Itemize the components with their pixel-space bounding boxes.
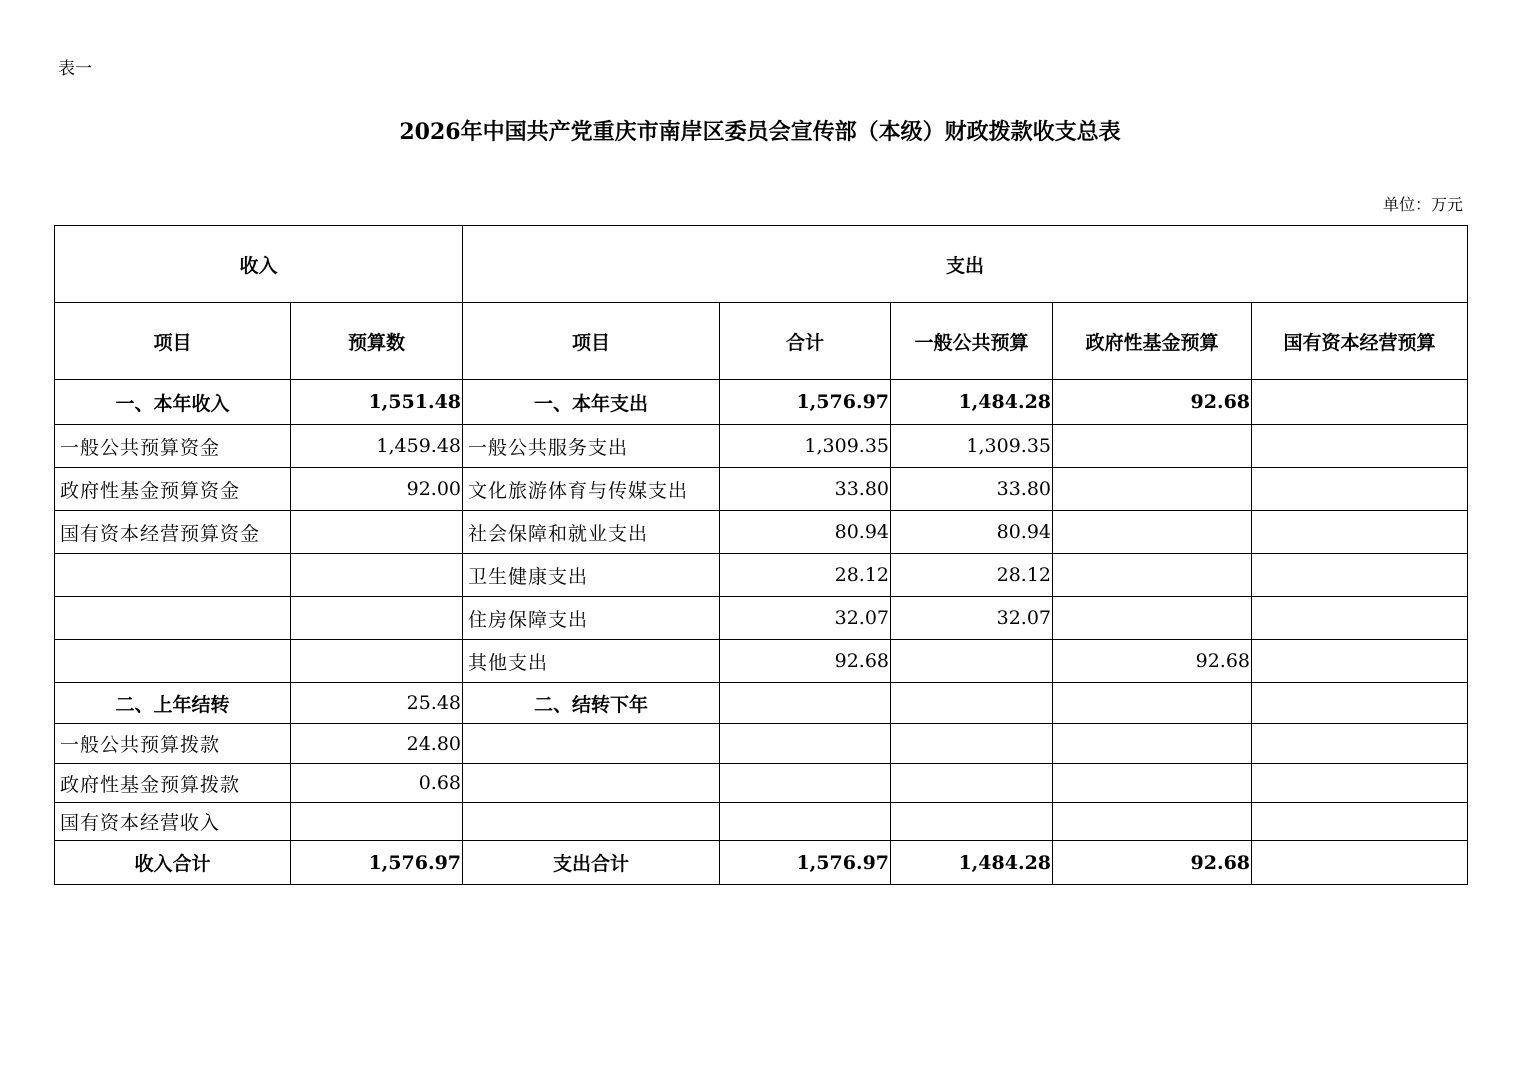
income-amount-cell: 25.48	[291, 683, 463, 724]
expense-item-cell: 支出合计	[463, 841, 720, 885]
general-public-budget-cell: 1,484.28	[891, 841, 1053, 885]
general-public-budget-cell: 32.07	[891, 597, 1053, 640]
section-row	[55, 683, 1468, 724]
page-title: 2026年中国共产党重庆市南岸区委员会宣传部（本级）财政拨款收支总表	[399, 119, 1121, 145]
state-capital-budget-cell	[1252, 380, 1468, 425]
expense-total-cell	[720, 724, 891, 764]
table-number-label: 表一	[58, 59, 92, 79]
gov-fund-budget-cell	[1053, 425, 1252, 468]
state-capital-budget-cell	[1252, 597, 1468, 640]
expense-item-cell: 住房保障支出	[463, 597, 720, 640]
budget-summary-table	[54, 225, 1468, 885]
table-row	[55, 640, 1468, 683]
income-item-cell: 国有资本经营预算资金	[55, 511, 291, 554]
gov-fund-budget-cell	[1053, 724, 1252, 764]
table-row	[55, 724, 1468, 764]
column-header: 一般公共预算	[891, 303, 1053, 380]
column-header: 合计	[720, 303, 891, 380]
expense-total-cell	[720, 764, 891, 803]
column-header: 项目	[55, 303, 291, 380]
income-amount-cell	[291, 640, 463, 683]
income-group-header: 收入	[55, 226, 463, 303]
income-item-cell: 一般公共预算拨款	[55, 724, 291, 764]
state-capital-budget-cell	[1252, 425, 1468, 468]
expense-total-cell: 33.80	[720, 468, 891, 511]
expense-item-cell: 卫生健康支出	[463, 554, 720, 597]
general-public-budget-cell	[891, 764, 1053, 803]
income-amount-cell	[291, 554, 463, 597]
income-item-cell: 政府性基金预算资金	[55, 468, 291, 511]
gov-fund-budget-cell	[1053, 554, 1252, 597]
unit-label: 单位：万元	[1382, 195, 1463, 214]
table-row	[55, 803, 1468, 841]
state-capital-budget-cell	[1252, 554, 1468, 597]
general-public-budget-cell: 1,309.35	[891, 425, 1053, 468]
state-capital-budget-cell	[1252, 724, 1468, 764]
state-capital-budget-cell	[1252, 803, 1468, 841]
gov-fund-budget-cell	[1053, 468, 1252, 511]
general-public-budget-cell	[891, 724, 1053, 764]
state-capital-budget-cell	[1252, 841, 1468, 885]
income-item-cell: 一、本年收入	[55, 380, 291, 425]
table-row	[55, 468, 1468, 511]
gov-fund-budget-cell: 92.68	[1053, 841, 1252, 885]
expense-item-cell: 其他支出	[463, 640, 720, 683]
expense-item-cell: 社会保障和就业支出	[463, 511, 720, 554]
table-row	[55, 511, 1468, 554]
income-item-cell: 一般公共预算资金	[55, 425, 291, 468]
expense-group-header: 支出	[463, 226, 1468, 303]
income-item-cell: 政府性基金预算拨款	[55, 764, 291, 803]
general-public-budget-cell: 33.80	[891, 468, 1053, 511]
table-row	[55, 597, 1468, 640]
expense-total-cell: 1,576.97	[720, 380, 891, 425]
income-amount-cell: 1,551.48	[291, 380, 463, 425]
expense-total-cell: 1,576.97	[720, 841, 891, 885]
column-header-row	[55, 303, 1468, 380]
gov-fund-budget-cell	[1053, 683, 1252, 724]
income-amount-cell: 24.80	[291, 724, 463, 764]
expense-item-cell	[463, 764, 720, 803]
income-amount-cell	[291, 511, 463, 554]
expense-item-cell	[463, 724, 720, 764]
expense-total-cell	[720, 683, 891, 724]
gov-fund-budget-cell	[1053, 764, 1252, 803]
general-public-budget-cell: 28.12	[891, 554, 1053, 597]
table-row	[55, 764, 1468, 803]
general-public-budget-cell: 1,484.28	[891, 380, 1053, 425]
general-public-budget-cell	[891, 803, 1053, 841]
gov-fund-budget-cell	[1053, 803, 1252, 841]
income-item-cell: 收入合计	[55, 841, 291, 885]
column-header: 政府性基金预算	[1053, 303, 1252, 380]
state-capital-budget-cell	[1252, 468, 1468, 511]
income-item-cell	[55, 597, 291, 640]
general-public-budget-cell	[891, 640, 1053, 683]
income-item-cell	[55, 640, 291, 683]
expense-total-cell: 28.12	[720, 554, 891, 597]
total-row	[55, 841, 1468, 885]
expense-item-cell	[463, 803, 720, 841]
general-public-budget-cell	[891, 683, 1053, 724]
expense-total-cell: 32.07	[720, 597, 891, 640]
income-amount-cell	[291, 597, 463, 640]
column-header: 项目	[463, 303, 720, 380]
income-amount-cell: 92.00	[291, 468, 463, 511]
state-capital-budget-cell	[1252, 640, 1468, 683]
expense-total-cell: 80.94	[720, 511, 891, 554]
expense-total-cell: 92.68	[720, 640, 891, 683]
expense-item-cell: 二、结转下年	[463, 683, 720, 724]
gov-fund-budget-cell: 92.68	[1053, 640, 1252, 683]
income-amount-cell: 0.68	[291, 764, 463, 803]
section-row	[55, 380, 1468, 425]
income-amount-cell: 1,459.48	[291, 425, 463, 468]
group-header-row	[55, 226, 1468, 303]
gov-fund-budget-cell	[1053, 511, 1252, 554]
expense-item-cell: 一、本年支出	[463, 380, 720, 425]
state-capital-budget-cell	[1252, 511, 1468, 554]
income-item-cell	[55, 554, 291, 597]
income-item-cell: 国有资本经营收入	[55, 803, 291, 841]
table-row	[55, 425, 1468, 468]
table-row	[55, 554, 1468, 597]
state-capital-budget-cell	[1252, 764, 1468, 803]
column-header: 预算数	[291, 303, 463, 380]
income-amount-cell	[291, 803, 463, 841]
expense-item-cell: 一般公共服务支出	[463, 425, 720, 468]
gov-fund-budget-cell	[1053, 597, 1252, 640]
column-header: 国有资本经营预算	[1252, 303, 1468, 380]
expense-total-cell	[720, 803, 891, 841]
income-item-cell: 二、上年结转	[55, 683, 291, 724]
expense-item-cell: 文化旅游体育与传媒支出	[463, 468, 720, 511]
general-public-budget-cell: 80.94	[891, 511, 1053, 554]
income-amount-cell: 1,576.97	[291, 841, 463, 885]
state-capital-budget-cell	[1252, 683, 1468, 724]
gov-fund-budget-cell: 92.68	[1053, 380, 1252, 425]
expense-total-cell: 1,309.35	[720, 425, 891, 468]
